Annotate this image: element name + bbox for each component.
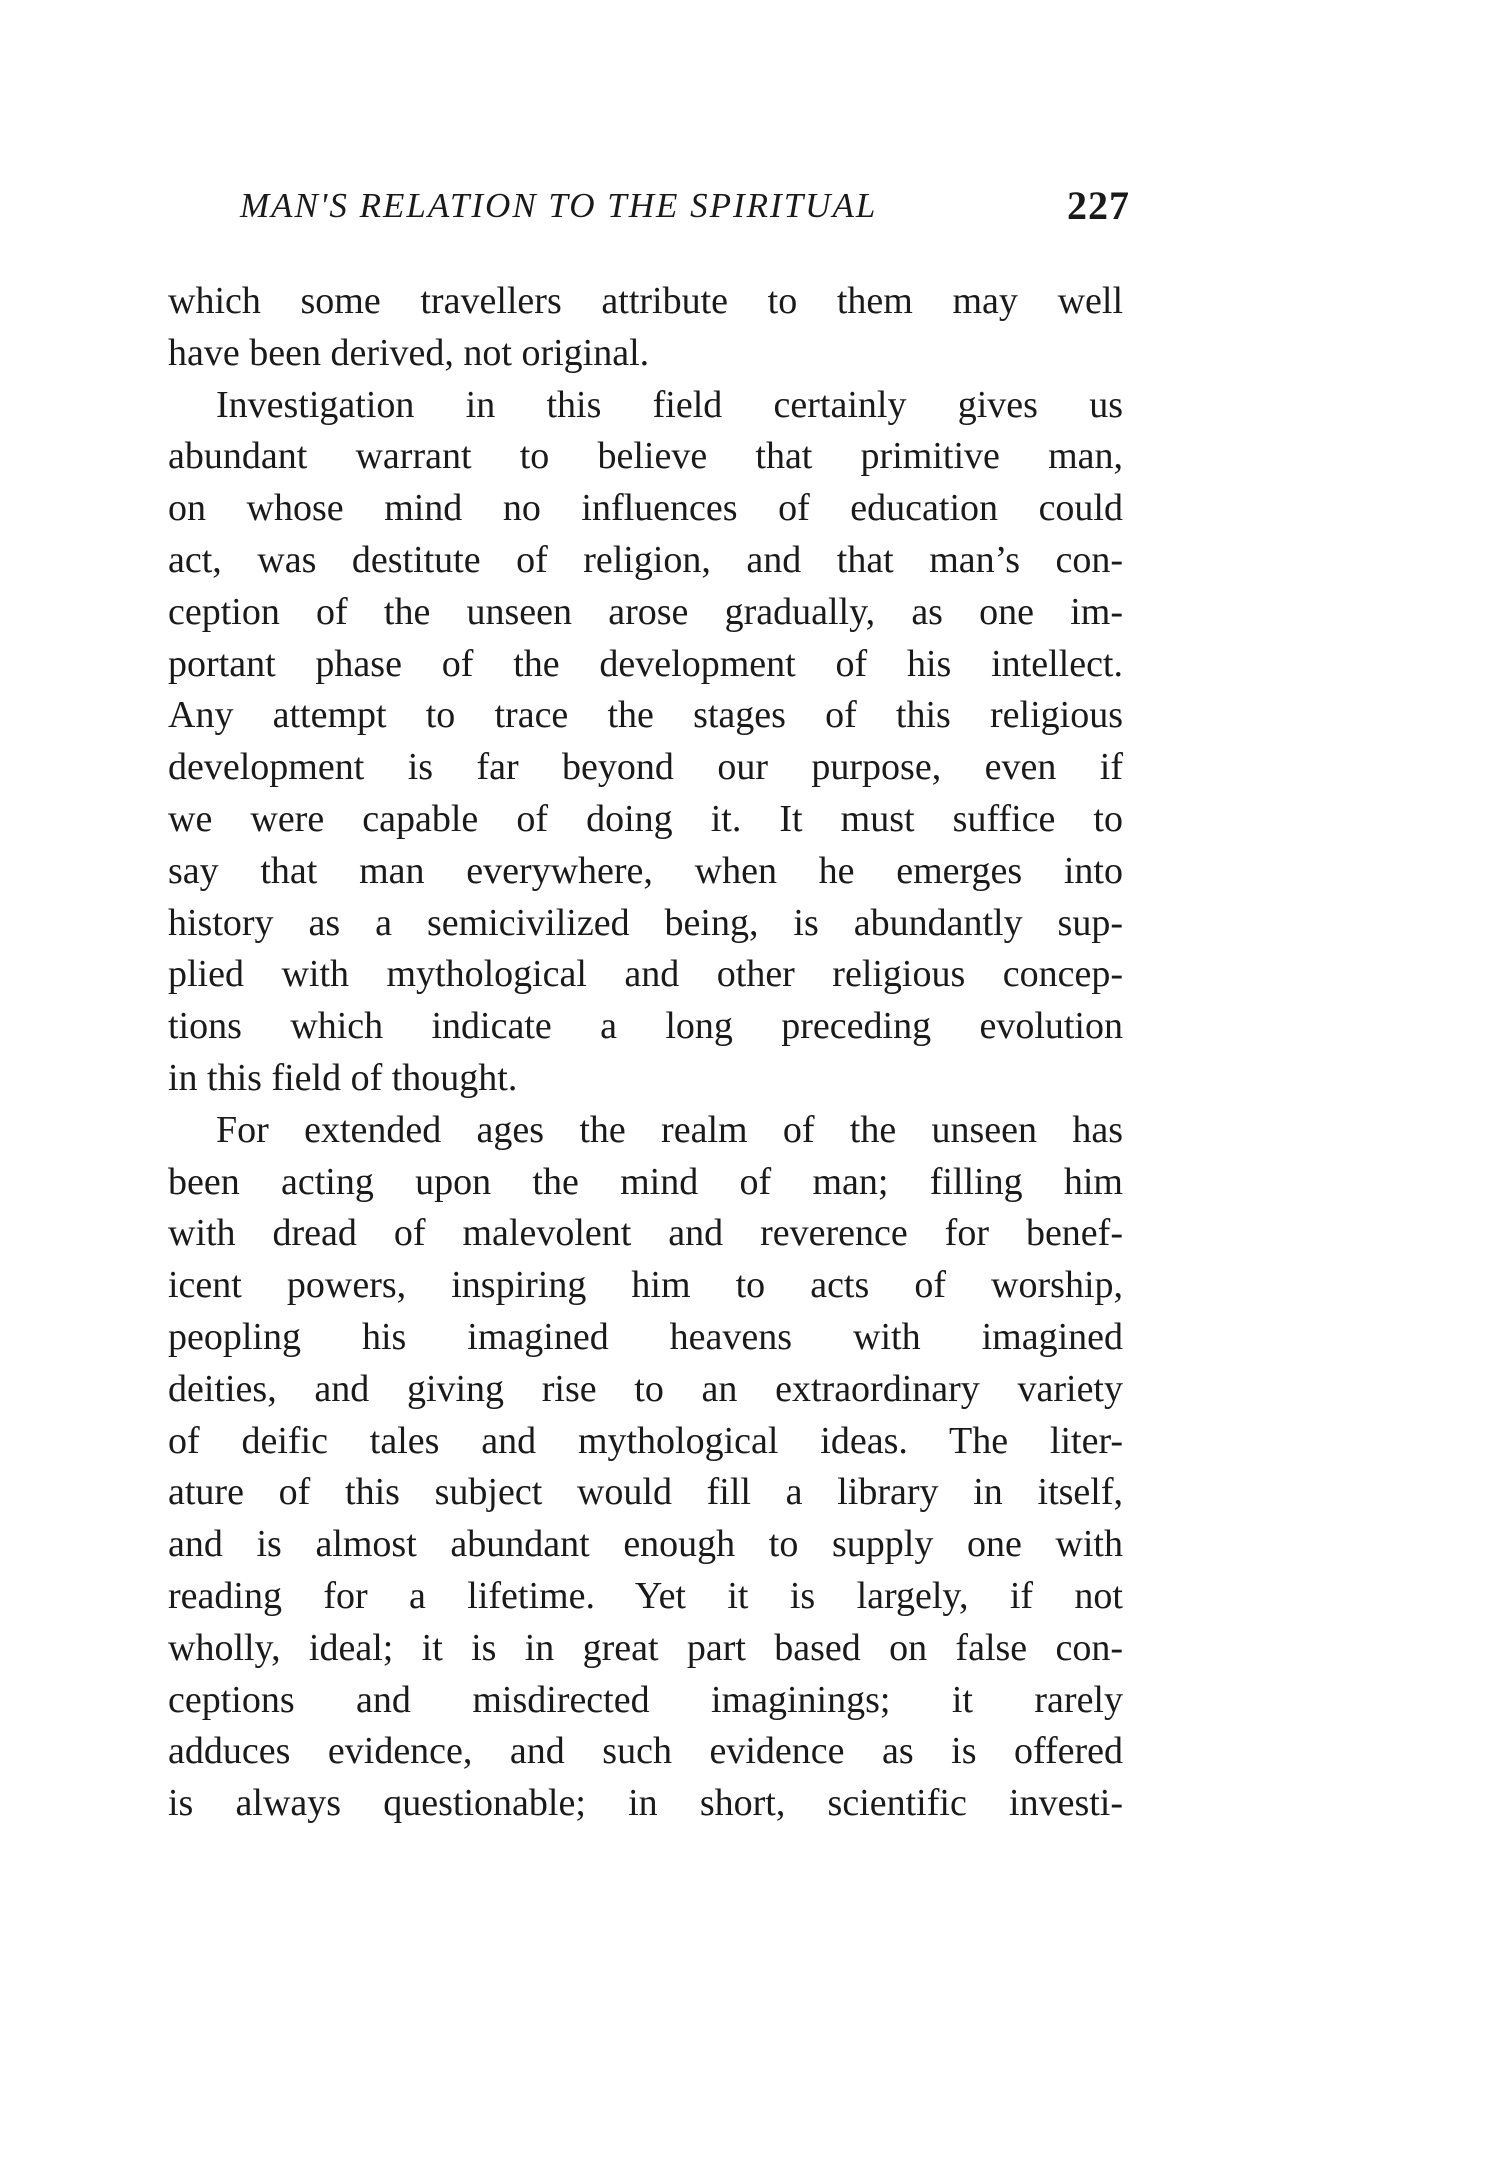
text-line: say that man everywhere, when he emerges into — [168, 849, 1123, 892]
text-line: have been derived, not original. — [168, 331, 650, 374]
paragraph — [168, 380, 1123, 1105]
text-line: in this field of thought. — [168, 1056, 518, 1099]
text-line: is always questionable; in short, scientific investi- — [168, 1782, 1123, 1825]
text-line: portant phase of the development of his intellect. — [168, 642, 1123, 685]
text-line: with dread of malevolent and reverence for benef- — [168, 1212, 1123, 1255]
text-line: For extended ages the realm of the unseen has — [216, 1108, 1123, 1151]
body-text — [168, 276, 1123, 1830]
text-line: and is almost abundant enough to supply one with — [168, 1523, 1123, 1566]
text-line: reading for a lifetime. Yet it is largely, if not — [168, 1574, 1123, 1617]
text-line: we were capable of doing it. It must suffice to — [168, 797, 1123, 840]
text-line: which some travellers attribute to them may well — [168, 280, 1123, 322]
text-line: abundant warrant to believe that primitive man, — [168, 435, 1123, 478]
text-line: development is far beyond our purpose, even if — [168, 746, 1123, 789]
running-header — [240, 182, 1130, 232]
running-title: MAN'S RELATION TO THE SPIRITUAL — [240, 186, 878, 225]
paragraph — [168, 276, 1123, 380]
text-line: deities, and giving rise to an extraordinary variety — [168, 1367, 1123, 1410]
text-line: ceptions and misdirected imaginings; it rarely — [168, 1678, 1123, 1721]
text-line: of deific tales and mythological ideas. The liter- — [168, 1419, 1123, 1462]
text-line: adduces evidence, and such evidence as is offered — [168, 1730, 1123, 1773]
text-line: on whose mind no influences of education could — [168, 487, 1123, 530]
text-line: peopling his imagined heavens with imagined — [168, 1315, 1123, 1358]
paragraph — [168, 1105, 1123, 1830]
text-line: Any attempt to trace the stages of this religious — [168, 694, 1123, 737]
text-line: history as a semicivilized being, is abundantly sup- — [168, 901, 1123, 944]
text-line: ature of this subject would fill a library in itself, — [168, 1471, 1123, 1514]
text-line: plied with mythological and other religious concep- — [168, 953, 1123, 996]
text-line: icent powers, inspiring him to acts of worship, — [168, 1264, 1123, 1307]
text-line: tions which indicate a long preceding evolution — [168, 1005, 1123, 1048]
text-line: been acting upon the mind of man; filling him — [168, 1160, 1123, 1203]
page-number: 227 — [1067, 183, 1130, 228]
text-line: act, was destitute of religion, and that man’s con- — [168, 538, 1123, 581]
text-line: ception of the unseen arose gradually, as one im- — [168, 590, 1123, 633]
text-line: Investigation in this field certainly gives us — [216, 383, 1123, 426]
text-line: wholly, ideal; it is in great part based on false con- — [168, 1626, 1123, 1669]
